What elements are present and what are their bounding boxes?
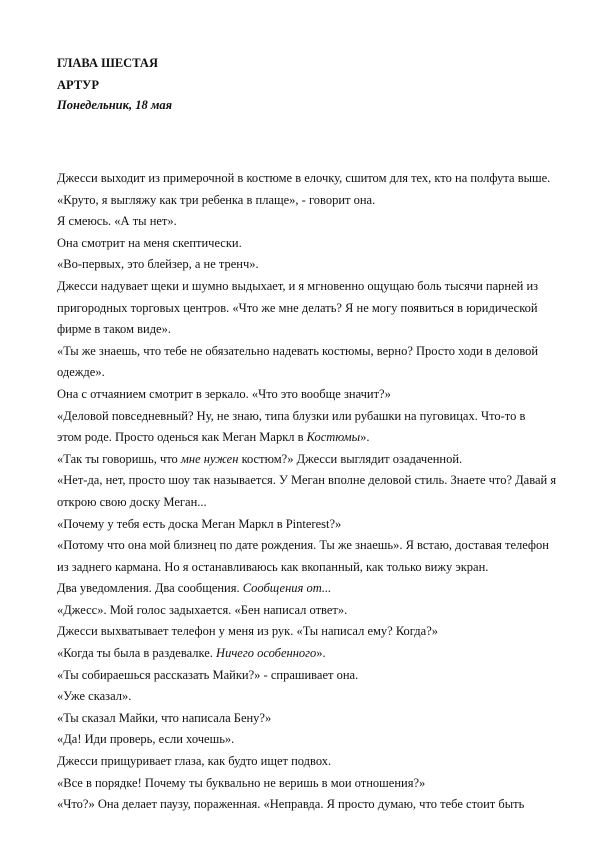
text-line: [57, 643, 557, 665]
text-segment: «Ты сказал Майки, что написала Бену?»: [57, 710, 272, 725]
text-line: [57, 276, 557, 298]
text-segment: Она смотрит на меня скептически.: [57, 235, 242, 250]
text-line: [57, 341, 557, 363]
text-line: [57, 665, 557, 687]
text-segment: из заднего кармана. Но я останавливаюсь как вкопанный, как только вижу экран.: [57, 559, 489, 574]
text-segment: Я смеюсь. «А ты нет».: [57, 214, 177, 229]
text-segment: Джесси выходит из примерочной в костюме в елочку, сшитом для тех, кто на полфута выше.: [57, 171, 551, 185]
text-segment: «Ты собираешься рассказать Майки?» - спрашивает она.: [57, 667, 359, 682]
text-line: [57, 492, 557, 514]
text-segment: Два уведомления. Два сообщения.: [57, 581, 243, 596]
text-line: [57, 470, 557, 492]
text-line: [57, 751, 557, 773]
text-segment: этом роде. Просто оденься как Меган Маркл в: [57, 430, 307, 445]
text-segment: ».: [316, 646, 326, 661]
text-segment: «Что?» Она делает паузу, пораженная. «Неправда. Я просто думаю, что тебе стоит быть: [57, 797, 525, 812]
text-line: [57, 578, 557, 600]
text-line: [57, 514, 557, 536]
text-segment: Джесси надувает щеки и шумно выдыхает, и я мгновенно ощущаю боль тысячи парней из: [57, 278, 539, 293]
italic-text: Ничего особенного: [216, 646, 317, 661]
text-segment: Она с отчаянием смотрит в зеркало. «Что это вообще значит?»: [57, 386, 391, 401]
text-segment: ».: [360, 430, 370, 445]
text-line: [57, 535, 557, 557]
text-segment: «Джесс». Мой голос задыхается. «Бен написал ответ».: [57, 602, 348, 617]
text-line: [57, 211, 557, 233]
text-line: [57, 384, 557, 406]
text-line: [57, 557, 557, 579]
text-line: [57, 362, 557, 384]
text-line: [57, 168, 557, 190]
text-segment: «Во-первых, это блейзер, а не тренч».: [57, 257, 259, 272]
narrator-name: АРТУР: [57, 78, 99, 92]
text-line: [57, 686, 557, 708]
text-line: [57, 254, 557, 276]
text-segment: «Все в порядке! Почему ты буквально не веришь в мои отношения?»: [57, 775, 426, 790]
text-segment: «Почему у тебя есть доска Меган Маркл в Pinterest?»: [57, 516, 342, 531]
text-line: [57, 794, 557, 816]
text-segment: Джесси выхватывает телефон у меня из рук. «Ты написал ему? Когда?»: [57, 624, 438, 639]
text-segment: пригородных торговых центров. «Что же мне делать? Я не могу появиться в юридической: [57, 300, 538, 315]
text-line: [57, 708, 557, 730]
text-line: [57, 190, 557, 212]
text-segment: «Нет-да, нет, просто шоу так называется. У Меган вполне деловой стиль. Знаете что? Давай я: [57, 473, 557, 488]
text-line: [57, 233, 557, 255]
text-segment: фирме в таком виде».: [57, 322, 171, 337]
text-line: [57, 406, 557, 428]
text-line: [57, 319, 557, 341]
text-segment: одежде».: [57, 365, 105, 380]
text-segment: «Деловой повседневный? Ну, не знаю, типа блузки или рубашки на пуговицах. Что-то в: [57, 408, 526, 423]
text-line: [57, 427, 557, 449]
text-line: [57, 729, 557, 751]
italic-text: мне нужен: [180, 451, 239, 466]
italic-text: Сообщения от...: [242, 581, 332, 596]
text-segment: «Круто, я выгляжу как три ребенка в плаще», - говорит она.: [57, 192, 376, 207]
text-segment: «Ты же знаешь, что тебе не обязательно надевать костюмы, верно? Просто ходи в деловой: [57, 343, 539, 358]
chapter-title: ГЛАВА ШЕСТАЯ: [57, 56, 158, 70]
text-line: [57, 298, 557, 320]
text-segment: Джесси прищуривает глаза, как будто ищет подвох.: [57, 754, 332, 769]
text-segment: «Да! Иди проверь, если хочешь».: [57, 732, 235, 747]
italic-text: Костюмы: [306, 430, 361, 445]
text-segment: «Уже сказал».: [57, 689, 132, 704]
text-segment: «Так ты говоришь, что: [57, 451, 181, 466]
text-segment: открою свою доску Меган...: [57, 494, 207, 509]
text-line: [57, 449, 557, 471]
text-line: [57, 773, 557, 795]
text-line: [57, 600, 557, 622]
text-segment: «Потому что она мой близнец по дате рождения. Ты же знаешь». Я встаю, доставая телефон: [57, 538, 549, 553]
text-segment: «Когда ты была в раздевалке.: [57, 646, 217, 661]
text-segment: костюм?» Джесси выглядит озадаченной.: [238, 451, 463, 466]
text-line: [57, 621, 557, 643]
chapter-date: Понедельник, 18 мая: [57, 98, 173, 112]
body-text: [57, 168, 557, 816]
